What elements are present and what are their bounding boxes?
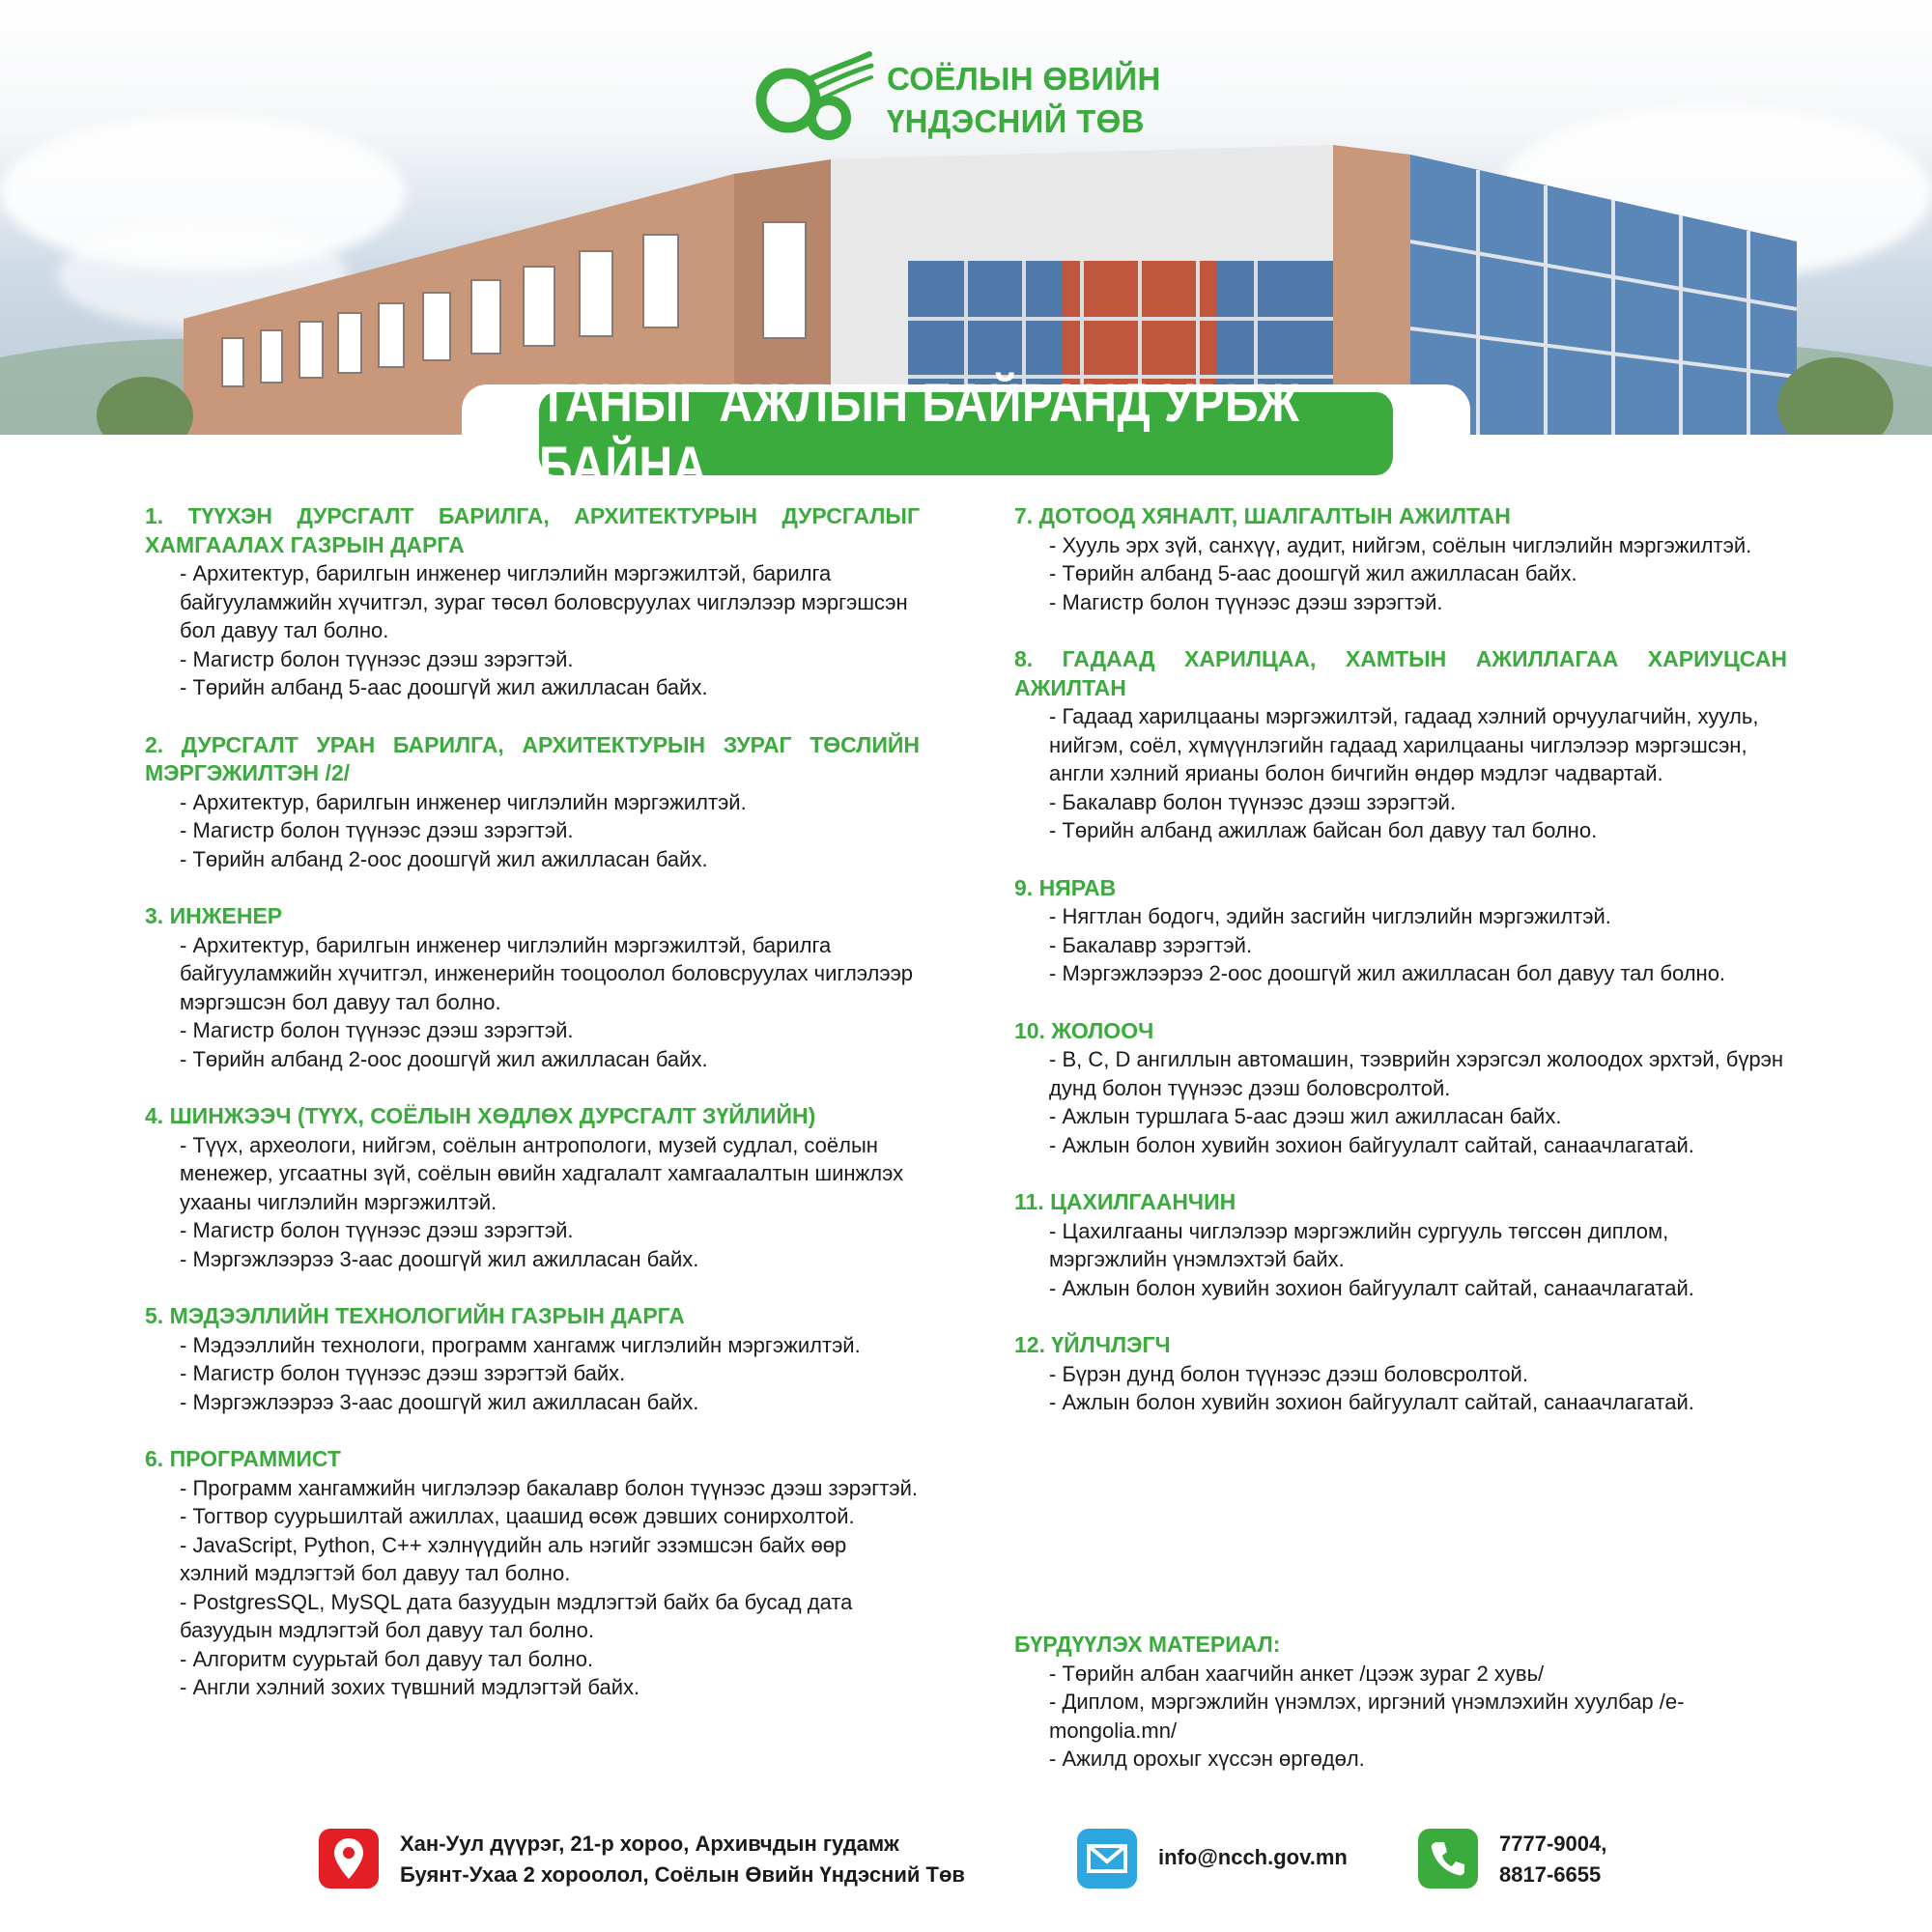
left-job-column [145, 502, 920, 1731]
requirement-item: - Ажлын туршлага 5-аас дээш жил ажилласан байх. [1049, 1104, 1562, 1128]
job-title: 12. ҮЙЛЧЛЭГЧ [1014, 1332, 1171, 1357]
requirement-item: - Төрийн албанд 5-аас доошгүй жил ажилласан байх. [180, 675, 708, 699]
job-requirements [145, 1474, 920, 1702]
job-requirements [145, 788, 920, 874]
contact-phone [1418, 1829, 1606, 1896]
requirement-item: - Нягтлан бодогч, эдийн засгийн чиглэлийн мэргэжилтэй. [1049, 904, 1611, 928]
requirement-item: - JavaScript, Python, C++ хэлнүүдийн аль нэгийг эзэмшсэн байх өөр хэлний мэдлэгтэй бол давуу тал болно. [180, 1532, 847, 1585]
job-listing [1014, 1017, 1787, 1160]
job-title: 4. ШИНЖЭЭЧ (ТҮҮХ, СОЁЛЫН ХӨДЛӨХ ДУРСГАЛТ ЗҮЙЛИЙН) [145, 1103, 816, 1128]
job-title: 11. ЦАХИЛГААНЧИН [1014, 1189, 1236, 1214]
job-title: 10. ЖОЛООЧ [1014, 1017, 1154, 1043]
job-listing [145, 731, 920, 874]
requirement-item: - Бакалавр болон түүнээс дээш зэрэгтэй. [1049, 789, 1457, 814]
requirement-item: - Магистр болон түүнээс дээш зэрэгтэй. [180, 1018, 574, 1042]
job-listing [145, 902, 920, 1073]
email-link[interactable]: info@ncch.gov.mn [1158, 1845, 1348, 1869]
document-item: - Диплом, мэргэжлийн үнэмлэх, иргэний үнэмлэхийн хуулбар /e-mongolia.mn/ [1049, 1690, 1685, 1743]
job-requirements [145, 559, 920, 702]
document-item: - Төрийн албан хаагчийн анкет /цээж зураг 2 хувь/ [1049, 1661, 1545, 1686]
requirement-item: - Мэдээллийн технологи, программ хангамж чиглэлийн мэргэжилтэй. [180, 1332, 861, 1357]
job-listing [1014, 645, 1787, 845]
requirement-item: - Архитектур, барилгын инженер чиглэлийн мэргэжилтэй. [180, 789, 747, 814]
job-title: 3. ИНЖЕНЕР [145, 903, 283, 928]
envelope-icon [1077, 1829, 1137, 1889]
job-title: 8. ГАДААД ХАРИЛЦАА, ХАМТЫН АЖИЛЛАГАА ХАРИУЦСАН АЖИЛТАН [1014, 646, 1787, 700]
requirement-item: - Ажлын болон хувийн зохион байгуулалт сайтай, санаачлагатай. [1049, 1275, 1694, 1300]
requirement-item: - Ажлын болон хувийн зохион байгуулалт сайтай, санаачлагатай. [1049, 1390, 1694, 1414]
job-listing [145, 1302, 920, 1416]
job-listing [145, 1445, 920, 1702]
required-documents-title: БҮРДҮҮЛЭХ МАТЕРИАЛ: [1014, 1632, 1281, 1657]
job-requirements [1014, 1045, 1787, 1159]
job-listing [1014, 502, 1787, 616]
requirement-item: - Цахилгааны чиглэлээр мэргэжлийн сургууль төгссөн диплом, мэргэжлийн үнэмлэхтэй байх. [1049, 1218, 1669, 1271]
job-title: 5. МЭДЭЭЛЛИЙН ТЕХНОЛОГИЙН ГАЗРЫН ДАРГА [145, 1303, 685, 1328]
job-listing [145, 1102, 920, 1273]
job-requirements [145, 1131, 920, 1274]
logo-mark-icon [752, 50, 875, 143]
job-title: 2. ДУРСГАЛТ УРАН БАРИЛГА, АРХИТЕКТУРЫН ЗУРАГ ТӨСЛИЙН МЭРГЭЖИЛТЭН /2/ [145, 731, 920, 785]
contact-address [319, 1829, 965, 1896]
logo-line-2: ҮНДЭСНИЙ ТӨВ [887, 103, 1145, 139]
requirement-item: - Түүх, археологи, нийгэм, соёлын антропологи, музей судлал, соёлын менежер, угсаатны зүй, соёлын өвийн хадгалалт хамгаалалтын шинжлэх ухааны чиглэлийн мэргэжилтэй. [180, 1132, 904, 1214]
job-requirements [1014, 702, 1787, 845]
document-item: - Ажилд орохыг хүссэн өргөдөл. [1049, 1747, 1365, 1771]
requirement-item: - Магистр болон түүнээс дээш зэрэгтэй байх. [180, 1361, 626, 1385]
requirement-item: - Төрийн албанд 2-оос доошгүй жил ажилласан байх. [180, 846, 708, 871]
job-listing [1014, 1188, 1787, 1302]
job-requirements [1014, 531, 1787, 617]
phone-icon [1418, 1829, 1478, 1889]
requirement-item: - Төрийн албанд ажиллаж байсан бол давуу тал болно. [1049, 818, 1598, 842]
requirement-item: - Мэргэжлээрээ 3-аас доошгүй жил ажилласан байх. [180, 1389, 699, 1414]
job-listing [1014, 1331, 1787, 1417]
requirement-item: - Төрийн албанд 5-аас доошгүй жил ажилласан байх. [1049, 561, 1577, 585]
job-title: 6. ПРОГРАММИСТ [145, 1446, 341, 1471]
requirement-item: - Алгоритм суурьтай бол давуу тал болно. [180, 1646, 594, 1671]
job-title: 7. ДОТООД ХЯНАЛТ, ШАЛГАЛТЫН АЖИЛТАН [1014, 503, 1511, 528]
headline-banner [462, 372, 1470, 496]
job-listing [1014, 874, 1787, 988]
requirement-item: - PostgresSQL, MySQL дата базуудын мэдлэгтэй байх ба бусад дата базуудын мэдлэгтэй бол давуу тал болно. [180, 1589, 853, 1642]
requirement-item: - B, C, D ангиллын автомашин, тээврийн хэрэгсэл жолоодох эрхтэй, бүрэн дунд болон түүнээс дээш боловсролтой. [1049, 1047, 1783, 1100]
requirement-item: - Мэргэжлээрээ 2-оос доошгүй жил ажилласан бол давуу тал болно. [1049, 961, 1726, 985]
requirement-item: - Мэргэжлээрээ 3-аас доошгүй жил ажилласан байх. [180, 1246, 699, 1271]
requirement-item: - Магистр болон түүнээс дээш зэрэгтэй. [180, 1218, 574, 1242]
requirement-item: - Англи хэлний зохих түвшний мэдлэгтэй байх. [180, 1675, 640, 1699]
phone-line-2[interactable]: 8817-6655 [1499, 1862, 1602, 1887]
logo-line-1: СОЁЛЫН ӨВИЙН [887, 61, 1161, 97]
requirement-item: - Тогтвор суурьшилтай ажиллах, цаашид өсөж дэвших сонирхолтой. [180, 1504, 855, 1528]
address-line-1: Хан-Уул дүүрэг, 21-р хороо, Архивчдын гудамж [400, 1832, 899, 1856]
requirement-item: - Архитектур, барилгын инженер чиглэлийн мэргэжилтэй, барилга байгууламжийн хүчитгэл, инженерийн тооцоолол боловсруулах чиглэлээр мэргэшсэн бол давуу тал болно. [180, 932, 914, 1014]
job-listing [145, 502, 920, 702]
requirement-item: - Архитектур, барилгын инженер чиглэлийн мэргэжилтэй, барилга байгууламжийн хүчитгэл, зураг төсөл боловсруулах чиглэлээр мэргэшсэн бол давуу тал болно. [180, 561, 908, 642]
requirement-item: - Бакалавр зэрэгтэй. [1049, 932, 1253, 957]
requirement-item: - Магистр болон түүнээс дээш зэрэгтэй. [180, 818, 574, 842]
contact-email [1077, 1829, 1348, 1896]
job-requirements [1014, 902, 1787, 988]
requirement-item: - Ажлын болон хувийн зохион байгуулалт сайтай, санаачлагатай. [1049, 1132, 1694, 1157]
requirement-item: - Гадаад харилцааны мэргэжилтэй, гадаад хэлний орчуулагчийн, хууль, нийгэм, соёл, хүмүүнлэгийн гадаад харилцааны чиглэлээр мэргэшсэн, англи хэлний ярианы болон бичгийн өндөр мэдлэг чадвартай. [1049, 704, 1759, 785]
job-requirements [145, 1331, 920, 1417]
required-documents [1014, 1631, 1787, 1774]
job-title: 1. ТҮҮХЭН ДУРСГАЛТ БАРИЛГА, АРХИТЕКТУРЫН ДУРСГАЛЫГ ХАМГААЛАХ ГАЗРЫН ДАРГА [145, 503, 920, 557]
address-line-2: Буянт-Ухаа 2 хороолол, Соёлын Өвийн Үндэсний Төв [400, 1862, 965, 1887]
requirement-item: - Магистр болон түүнээс дээш зэрэгтэй. [180, 646, 574, 671]
required-documents-list [1014, 1660, 1787, 1774]
job-requirements [1014, 1217, 1787, 1303]
requirement-item: - Бүрэн дунд болон түүнээс дээш боловсролтой. [1049, 1361, 1528, 1386]
requirement-item: - Төрийн албанд 2-оос доошгүй жил ажилласан байх. [180, 1046, 708, 1071]
location-pin-icon [319, 1829, 379, 1889]
headline: ТАНЫГ АЖЛЫН БАЙРАНД УРЬЖ БАЙНА [539, 392, 1393, 475]
requirement-item: - Магистр болон түүнээс дээш зэрэгтэй. [1049, 589, 1443, 614]
logo-text [887, 58, 1161, 143]
header-photo [0, 0, 1932, 435]
requirement-item: - Программ хангамжийн чиглэлээр бакалавр болон түүнээс дээш зэрэгтэй. [180, 1475, 918, 1500]
job-requirements [1014, 1360, 1787, 1417]
phone-line-1[interactable]: 7777-9004, [1499, 1832, 1607, 1856]
job-requirements [145, 931, 920, 1074]
requirement-item: - Хууль эрх зүй, санхүү, аудит, нийгэм, соёлын чиглэлийн мэргэжилтэй. [1049, 532, 1752, 557]
right-job-column [1014, 502, 1787, 1446]
job-title: 9. НЯРАВ [1014, 874, 1117, 900]
logo [752, 50, 1196, 147]
